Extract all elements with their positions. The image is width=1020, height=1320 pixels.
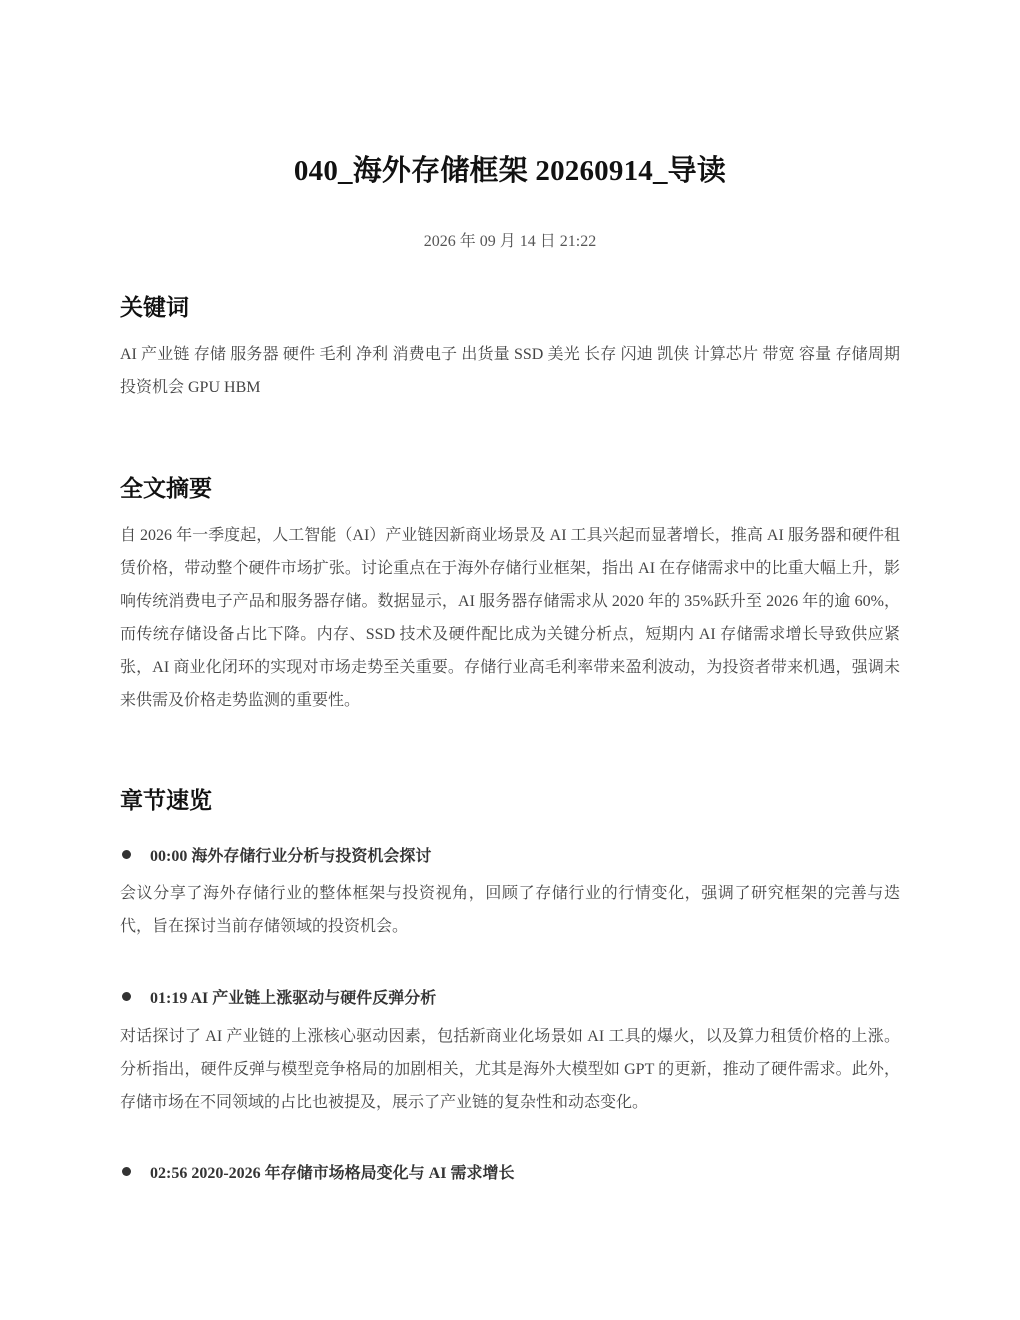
- bullet-icon: [122, 992, 131, 1001]
- chapter-item-title[interactable]: [120, 843, 900, 866]
- keywords-heading: 关键词: [120, 295, 189, 321]
- bullet-icon: [122, 850, 131, 859]
- chapters-heading: 章节速览: [120, 788, 212, 814]
- summary-text: 自 2026 年一季度起，人工智能（AI）产业链因新商业场景及 AI 工具兴起而显著增长，推高 AI 服务器和硬件租赁价格，带动整个硬件市场扩张。讨论重点在于海外存储行业框架，指出 AI 在存储需求中的比重大幅上升，影响传统消费电子产品和服务器存储。数据显示，AI 服务器存储需求从 2020 年的 35%跃升至 2026 年的逾 60%，而传统存储设备占比下降。内存、SSD 技术及硬件配比成为关键分析点，短期内 AI 存储需求增长导致供应紧张，AI 商业化闭环的实现对市场走势至关重要。存储行业高毛利率带来盈利波动，为投资者带来机遇，强调未来供需及价格走势监测的重要性。: [120, 527, 900, 709]
- chapter-title-text: 00:00 海外存储行业分析与投资机会探讨: [150, 848, 432, 865]
- keywords-text: AI 产业链 存储 服务器 硬件 毛利 净利 消费电子 出货量 SSD 美光 长存 闪迪 凯侠 计算芯片 带宽 容量 存储周期 投资机会 GPU HBM: [120, 346, 900, 396]
- summary-heading: 全文摘要: [120, 476, 212, 502]
- chapter-item-title[interactable]: [120, 985, 900, 1008]
- chapter-title-text: 02:56 2020-2026 年存储市场格局变化与 AI 需求增长: [150, 1165, 515, 1182]
- chapter-item-text: 会议分享了海外存储行业的整体框架与投资视角，回顾了存储行业的行情变化，强调了研究框架的完善与迭代，旨在探讨当前存储领域的投资机会。: [120, 885, 900, 935]
- document-title: 040_海外存储框架 20260914_导读: [293, 155, 727, 187]
- chapter-item-text: 对话探讨了 AI 产业链的上涨核心驱动因素，包括新商业化场景如 AI 工具的爆火，以及算力租赁价格的上涨。分析指出，硬件反弹与模型竞争格局的加剧相关，尤其是海外大模型如 GPT 的更新，推动了硬件需求。此外，存储市场在不同领域的占比也被提及，展示了产业链的复杂性和动态变化。: [120, 1028, 900, 1111]
- bullet-icon: [122, 1167, 131, 1176]
- chapter-title-text: 01:19 AI 产业链上涨驱动与硬件反弹分析: [150, 990, 437, 1007]
- chapter-item-title[interactable]: [120, 1160, 900, 1183]
- document-date: 2026 年 09 月 14 日 21:22: [423, 233, 597, 250]
